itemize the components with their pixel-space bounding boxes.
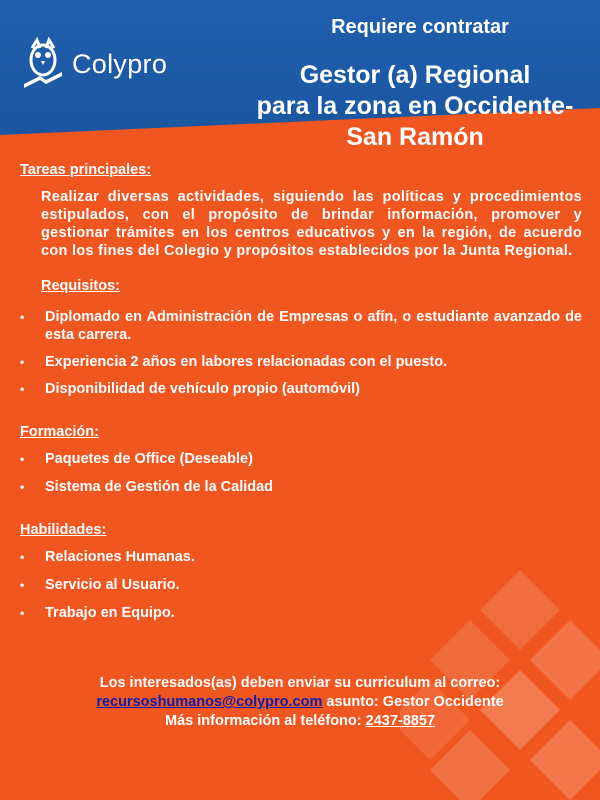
- bullet-icon: •: [20, 480, 25, 494]
- list-item: [20, 308, 582, 344]
- section-heading: Requisitos:: [41, 278, 120, 294]
- contact-email-line: [40, 693, 560, 712]
- section-heading: Formación:: [20, 424, 99, 440]
- colypro-logo: [18, 34, 188, 94]
- list-item: [20, 450, 582, 468]
- phone-link[interactable]: 2437-8857: [365, 713, 435, 729]
- bullet-icon: •: [20, 355, 25, 369]
- list-item-text: Trabajo en Equipo.: [45, 605, 175, 621]
- bullet-icon: •: [20, 578, 25, 592]
- owl-book-icon: [18, 36, 68, 92]
- hiring-label: Requiere contratar: [331, 16, 509, 38]
- list-item-text: Experiencia 2 años en labores relacionadas con el puesto.: [45, 354, 448, 370]
- list-item-text: Disponibilidad de vehículo propio (automóvil): [45, 381, 360, 397]
- contact-phone-line: [40, 712, 560, 731]
- job-title-line: Gestor (a) Regional: [299, 61, 531, 89]
- bullet-icon: •: [20, 550, 25, 564]
- email-link[interactable]: recursoshumanos@colypro.com: [96, 694, 323, 710]
- email-subject: asunto: Gestor Occidente: [322, 694, 504, 710]
- list-item-text: Paquetes de Office (Deseable): [45, 451, 253, 467]
- list-item: [20, 604, 582, 622]
- job-title-line: San Ramón: [346, 123, 484, 151]
- bullet-icon: •: [20, 606, 25, 620]
- list-item: [20, 380, 582, 398]
- list-item: [20, 576, 582, 594]
- section-heading: Habilidades:: [20, 522, 107, 538]
- list-item: [20, 548, 582, 566]
- bullet-icon: •: [20, 310, 25, 324]
- bullet-icon: •: [20, 382, 25, 396]
- section-heading: Tareas principales:: [20, 162, 152, 178]
- requirements-list: [20, 308, 582, 398]
- job-title-line: para la zona en Occidente-: [256, 92, 574, 120]
- job-title: [230, 60, 600, 153]
- main-content: [20, 162, 582, 622]
- duties-paragraph: Realizar diversas actividades, siguiendo las políticas y procedimientos estipulados, con el propósito de brindar información, promover y gestionar trámites en los centros educativos y en la región, de acuerdo con los fines del Colegio y propósitos establecidos por la Junta Regional.: [41, 189, 582, 259]
- logo-text: Colypro: [72, 48, 168, 79]
- training-list: [20, 450, 582, 496]
- list-item-text: Servicio al Usuario.: [45, 577, 180, 593]
- phone-label: Más información al teléfono:: [165, 713, 366, 729]
- list-item: [20, 353, 582, 371]
- list-item-text: Diplomado en Administración de Empresas o afín, o estudiante avanzado de esta carrera.: [45, 309, 582, 343]
- bullet-icon: •: [20, 452, 25, 466]
- contact-footer: [40, 674, 560, 731]
- skills-list: [20, 548, 582, 622]
- list-item: [20, 478, 582, 496]
- list-item-text: Relaciones Humanas.: [45, 549, 195, 565]
- list-item-text: Sistema de Gestión de la Calidad: [45, 479, 274, 495]
- contact-instructions: Los interesados(as) deben enviar su curriculum al correo:: [99, 675, 501, 691]
